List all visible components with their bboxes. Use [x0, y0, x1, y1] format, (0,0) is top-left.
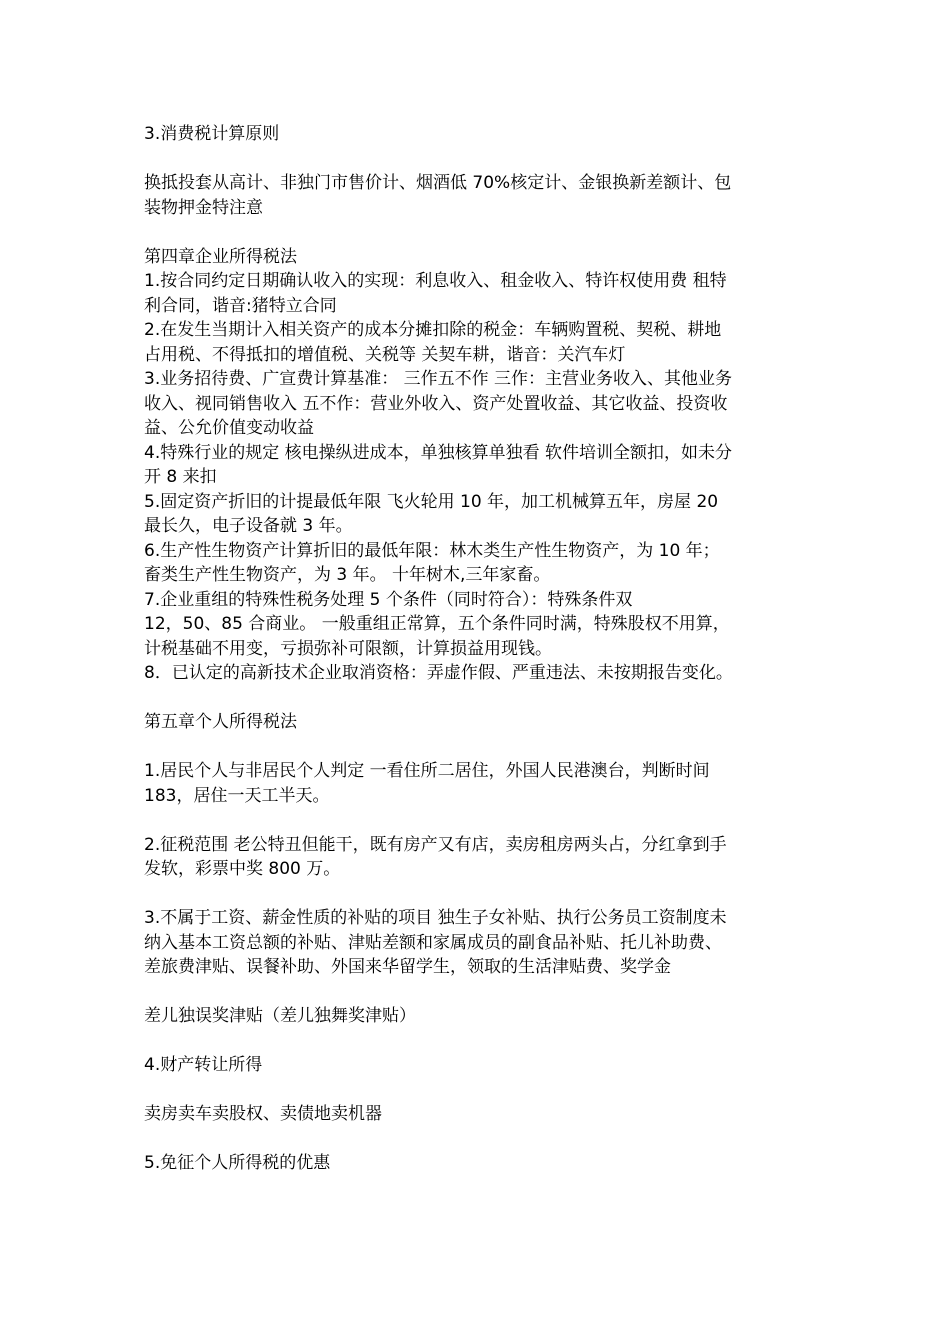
text-line: 1.按合同约定日期确认收入的实现：利息收入、租金收入、特许权使用费 租特 [144, 271, 727, 291]
text-line: 利合同，谐音:猪特立合同 [144, 295, 337, 316]
blank-line [144, 808, 808, 833]
text-line: 183，居住一天工半天。 [144, 785, 330, 806]
blank-line [144, 220, 808, 245]
text-line: 2.征税范围 老公特丑但能干，既有房产又有店，卖房租房两头占，分红拿到手 [144, 834, 727, 855]
text-line: 3.不属于工资、薪金性质的补贴的项目 独生子女补贴、执行公务员工资制度未 [144, 908, 727, 928]
text-line: 益、公允价值变动收益 [144, 418, 314, 438]
text-line: 收入、视同销售收入 五不作：营业外收入、资产处置收益、其它收益、投资收 [144, 393, 728, 414]
blank-line [144, 735, 808, 760]
text-line: 8．已认定的高新技术企业取消资格：弄虚作假、严重违法、未按期报告变化。 [144, 663, 733, 683]
mnemonic-line: 差儿独误奖津贴（差儿独舞奖津贴） [144, 1006, 416, 1026]
text-line: 最长久，电子设备就 3 年。 [144, 516, 353, 536]
text-line: 纳入基本工资总额的补贴、津贴差额和家属成员的副食品补贴、托儿补助费、 [144, 932, 722, 953]
text-line: 2.在发生当期计入相关资产的成本分摊扣除的税金：车辆购置税、契税、耕地 [144, 320, 722, 340]
blank-line [144, 882, 808, 907]
text-line: 1.居民个人与非居民个人判定 一看住所二居住，外国人民港澳台，判断时间 [144, 761, 710, 781]
text-line: 畜类生产性生物资产，为 3 年。 十年树木,三年家畜。 [144, 565, 551, 585]
text-line: 卖房卖车卖股权、卖债地卖机器 [144, 1104, 382, 1124]
section-heading-property-transfer: 4.财产转让所得 [144, 1055, 263, 1075]
heading-consumption-tax: 3.消费税计算原则 [144, 124, 280, 144]
text-line: 换抵投套从高计、非独门市售价计、烟酒低 70%核定计、金银换新差额计、包 [144, 173, 732, 193]
chapter-5-heading: 第五章个人所得税法 [144, 712, 297, 732]
chapter-4-heading: 第四章企业所得税法 [144, 246, 297, 267]
text-line: 计税基础不用变，亏损弥补可限额，计算损益用现钱。 [144, 638, 552, 659]
text-line: 差旅费津贴、误餐补助、外国来华留学生，领取的生活津贴费、奖学金 [144, 957, 671, 977]
blank-line [144, 1078, 808, 1103]
document-body [144, 122, 808, 1176]
text-line: 12，50、85 合商业。 一般重组正常算，五个条件同时满，特殊股权不用算， [144, 614, 730, 634]
blank-line [144, 686, 808, 711]
section-heading-exemptions: 5.免征个人所得税的优惠 [144, 1153, 331, 1173]
text-line: 发软，彩票中奖 800 万。 [144, 859, 341, 879]
text-line: 5.固定资产折旧的计提最低年限 飞火轮用 10 年，加工机械算五年，房屋 20 [144, 491, 719, 512]
blank-line [144, 1127, 808, 1152]
text-line: 4.特殊行业的规定 核电操纵进成本，单独核算单独看 软件培训全额扣，如未分 [144, 442, 733, 463]
blank-line [144, 980, 808, 1005]
text-line: 占用税、不得抵扣的增值税、关税等 关契车耕，谐音：关汽车灯 [144, 344, 626, 365]
text-line: 6.生产性生物资产计算折旧的最低年限：林木类生产性生物资产，为 10 年； [144, 540, 720, 561]
text-line: 7.企业重组的特殊性税务处理 5 个条件（同时符合）：特殊条件双 [144, 589, 633, 610]
blank-line [144, 1029, 808, 1054]
blank-line [144, 147, 808, 172]
text-line: 装物押金特注意 [144, 197, 263, 218]
text-line: 开 8 来扣 [144, 467, 217, 487]
text-line: 3.业务招待费、广宣费计算基准： 三作五不作 三作：主营业务收入、其他业务 [144, 369, 733, 389]
